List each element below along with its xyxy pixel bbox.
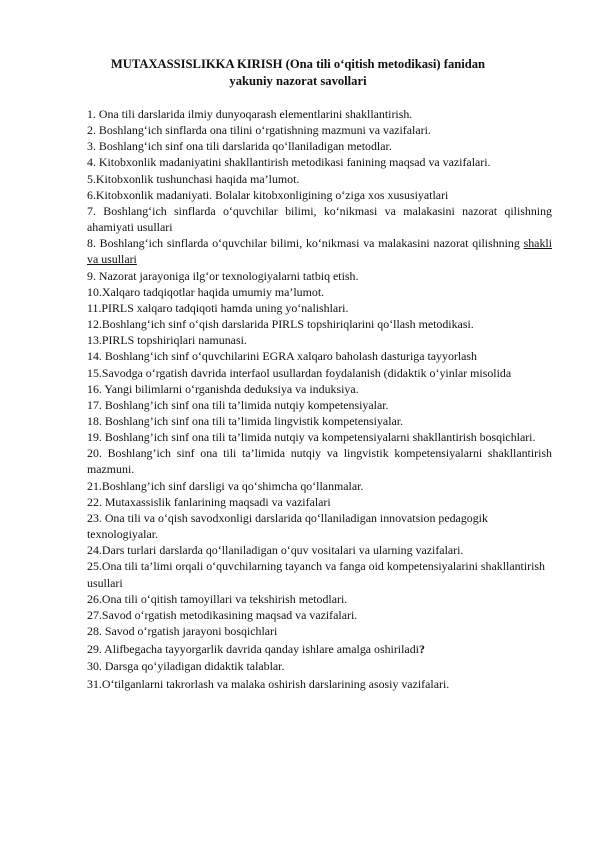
- question-item-1: 1. Ona tili darslarida ilmiy dunyoqarash elementlarini shakllantirish.: [87, 107, 413, 121]
- question-item-19: 19. Boshlang’ich sinf ona tili ta’limida nutqiy va kompetensiyalarni shakllantirish bosqichlari.: [87, 430, 536, 445]
- question-item-2: 2. Boshlang‘ich sinflarda ona tilini o‘rgatishning mazmuni va vazifalari.: [87, 123, 431, 138]
- question-item-24: 24.Dars turlari darslarda qo‘llaniladigan o‘quv vositalari va ularning vazifalari.: [87, 543, 464, 558]
- question-item-4: 4. Kitobxonlik madaniyatini shakllantirish metodikasi fanining maqsad va vazifalari.: [87, 155, 491, 170]
- document-title: [60, 56, 536, 90]
- question-item-30: 30. Darsga qo‘yiladigan didaktik talablar.: [87, 659, 285, 674]
- question-item-18: 18. Boshlang’ich sinf ona tili ta’limida lingvistik kompetensiyalar.: [87, 413, 404, 428]
- question-item-26: 26.Ona tili o‘qitish tamoyillari va tekshirish metodlari.: [87, 591, 348, 606]
- question-item-3: 3. Boshlang‘ich sinf ona tili darslarida qo‘llaniladigan metodlar.: [87, 139, 392, 154]
- question-item-7: 7. Boshlang‘ich sinflarda o‘quvchilar bilimi, ko‘nikmasi va malakasini nazorat qilishning ahamiyati usullari: [87, 203, 552, 235]
- question-item-29: [87, 641, 552, 657]
- question-item-25: 25.Ona tili ta’limi orqali o‘quvchilarning tayanch va fanga oid kompetensiyalarini shakllantirish usullari: [87, 559, 545, 590]
- question-item-28: 28. Savod o‘rgatish jarayoni bosqichlari: [87, 624, 278, 638]
- question-item-31: 31.O‘tilganlarni takrorlash va malaka oshirish darslarining asosiy vazifalari.: [87, 676, 450, 691]
- question-item-5: 5.Kitobxonlik tushunchasi haqida ma’lumot.: [87, 171, 300, 186]
- question-item-15: 15.Savodga o‘rgatish davrida interfaol usullardan foydalanish (didaktik o‘yinlar misolida: [87, 365, 512, 380]
- question-item-13: 13.PIRLS topshiriqlari namunasi.: [87, 333, 247, 348]
- question-item-10: 10.Xalqaro tadqiqotlar haqida umumiy ma’lumot.: [87, 284, 325, 299]
- question-item-8: [87, 235, 552, 267]
- title-line-1: MUTAXASSISLIKKA KIRISH (Ona tili o‘qitish metodikasi) fanidan: [110, 57, 486, 71]
- question-item-23: 23. Ona tili va o‘qish savodxonligi darslarida qo‘llaniladigan innovatsion pedagogik texnologiyalar.: [87, 510, 488, 542]
- question-item-27: 27.Savod o‘rgatish metodikasining maqsad va vazifalari.: [87, 607, 358, 622]
- question-list: [87, 106, 552, 692]
- question-item-20: 20. Boshlang’ich sinf ona tili ta’limida nutqiy va lingvistik kompetensiyalarni shakllantirish mazmuni.: [87, 446, 552, 477]
- question-29-text: 29. Alifbegacha tayyorgarlik davrida qanday ishlare amalga oshiriladi: [87, 641, 419, 656]
- question-29-mark: ?: [418, 641, 425, 656]
- question-item-14: 14. Boshlang‘ich sinf o‘quvchilarini EGRA xalqaro baholash dasturiga tayyorlash: [87, 349, 477, 364]
- question-8-text: 8. Boshlang‘ich sinflarda o‘quvchilar bilimi, ko‘nikmasi va malakasini nazorat qilishning: [87, 236, 524, 251]
- question-item-17: 17. Boshlang’ich sinf ona tili ta’limida nutqiy kompetensiyalar.: [87, 397, 389, 412]
- question-item-11: 11.PIRLS xalqaro tadqiqoti hamda uning yo‘nalishlari.: [87, 300, 349, 315]
- question-item-16: 16. Yangi bilimlarni o‘rganishda deduksiya va induksiya.: [87, 381, 359, 396]
- question-item-12: 12.Boshlang‘ich sinf o‘qish darslarida PIRLS topshiriqlarini qo‘llash metodikasi.: [87, 317, 474, 332]
- question-8-underlined-text: shakli va usullari: [87, 236, 552, 267]
- question-item-21: 21.Boshlang’ich sinf darsligi va qo‘shimcha qo‘llanmalar.: [87, 478, 364, 493]
- question-item-6: 6.Kitobxonlik madaniyati. Bolalar kitobxonligining o‘ziga xos xususiyatlari: [87, 187, 449, 202]
- question-item-22: 22. Mutaxassislik fanlarining maqsadi va vazifalari: [87, 494, 331, 509]
- title-line-2: yakuniy nazorat savollari: [229, 74, 367, 88]
- question-item-9: 9. Nazorat jarayoniga ilg‘or texnologiyalarni tatbiq etish.: [87, 268, 359, 283]
